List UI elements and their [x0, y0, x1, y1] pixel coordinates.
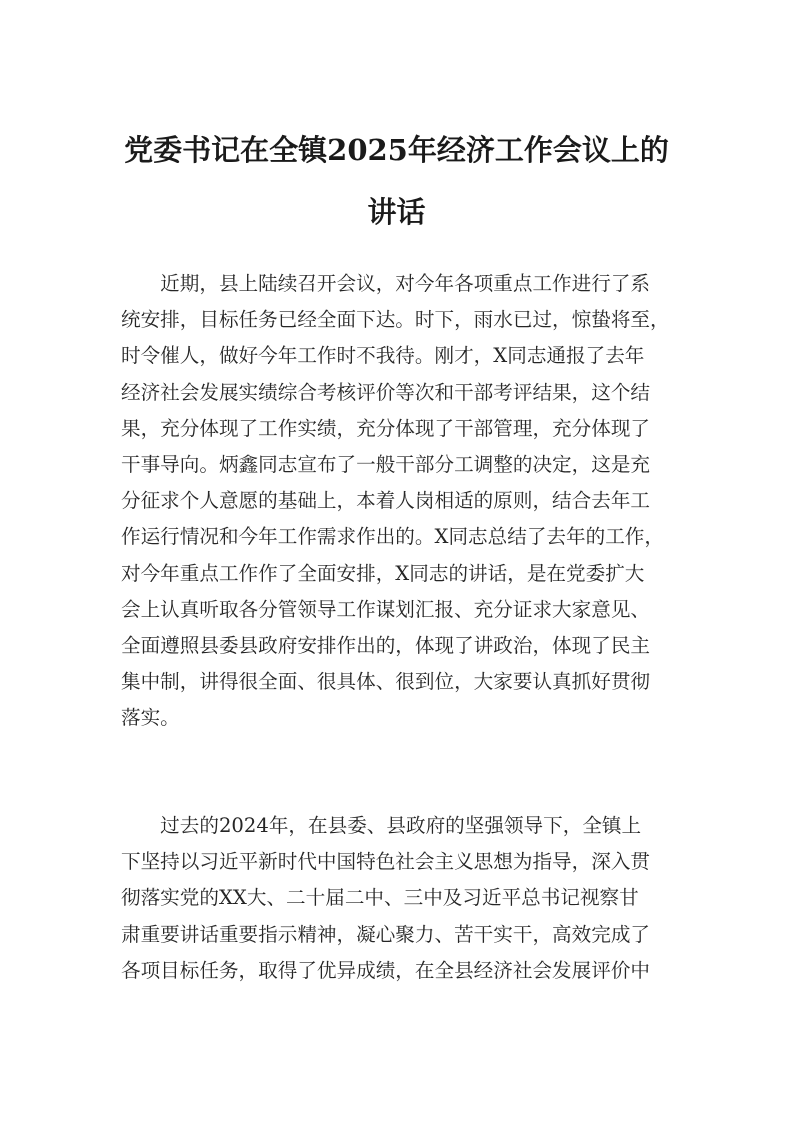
paragraph-line: 集中制，讲得很全面、很具体、很到位，大家要认真抓好贯彻	[121, 670, 651, 694]
document-title-line-1: 党委书记在全镇2025年经济工作会议上的	[124, 133, 669, 167]
paragraph-line: 落实。	[121, 706, 180, 730]
paragraph-line: 各项目标任务，取得了优异成绩，在全县经济社会发展评价中	[121, 958, 651, 982]
paragraph-line: 时令催人，做好今年工作时不我待。刚才，X同志通报了去年	[121, 344, 645, 368]
paragraph-line: 经济社会发展实绩综合考核评价等次和干部考评结果，这个结	[121, 380, 651, 404]
paragraph-line: 下坚持以习近平新时代中国特色社会主义思想为指导，深入贯	[121, 850, 651, 874]
document-title-line-2: 讲话	[367, 195, 426, 229]
paragraph-line: 分征求个人意愿的基础上，本着人岗相适的原则，结合去年工	[121, 489, 651, 513]
paragraph-line: 近期，县上陆续召开会议，对今年各项重点工作进行了系	[121, 272, 651, 295]
paragraph-line: 对今年重点工作作了全面安排，X同志的讲话，是在党委扩大	[121, 561, 645, 585]
paragraph-line: 肃重要讲话重要指示精神，凝心聚力、苦干实干，高效完成了	[121, 922, 651, 946]
paragraph-2	[121, 808, 681, 989]
paragraph-line: 全面遵照县委县政府安排作出的，体现了讲政治，体现了民主	[121, 633, 651, 657]
paragraph-line: 彻落实党的XX大、二十届二中、三中及习近平总书记视察甘	[121, 886, 639, 910]
paragraph-line: 果，充分体现了工作实绩，充分体现了干部管理，充分体现了	[121, 416, 651, 440]
paragraph-line: 干事导向。炳鑫同志宣布了一般干部分工调整的决定，这是充	[121, 452, 651, 476]
paragraph-line: 会上认真听取各分管领导工作谋划汇报、充分证求大家意见、	[121, 597, 651, 621]
paragraph-line: 统安排，目标任务已经全面下达。时下，雨水已过，惊蛰将至，	[121, 308, 670, 332]
paragraph-1	[121, 266, 681, 736]
paragraph-line: 过去的2024年，在县委、县政府的坚强领导下，全镇上	[121, 814, 642, 837]
paragraph-line: 作运行情况和今年工作需求作出的。X同志总结了去年的工作，	[121, 525, 664, 549]
